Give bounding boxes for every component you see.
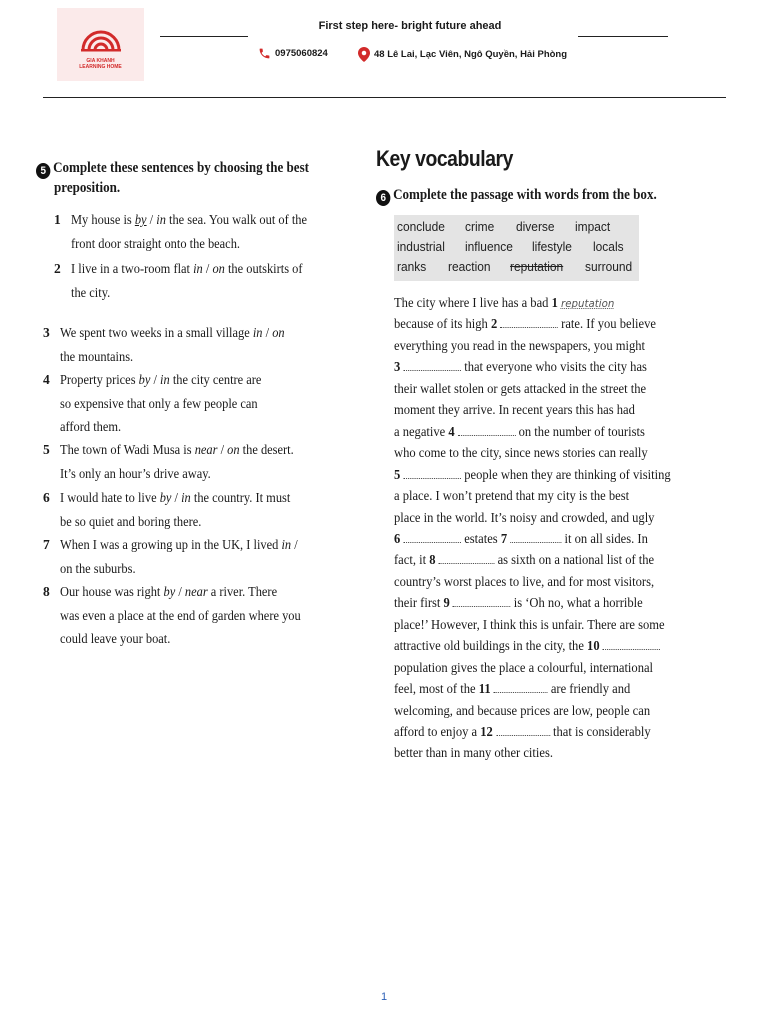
answer-gap: [403, 532, 461, 543]
logo-arch-icon: [79, 18, 123, 52]
item-text-line: front door straight onto the beach.: [71, 235, 241, 251]
passage-line: place in the world. It’s noisy and crowded, and ugly: [394, 509, 655, 525]
address-contact: [358, 47, 567, 62]
logo-text-1: GIA KHANH: [86, 58, 115, 64]
passage-line: The city where I live has a bad 1 reputation: [394, 295, 615, 310]
item-number: 7: [43, 537, 50, 552]
passage-line: country’s worst places to live, and for most visitors,: [394, 573, 655, 589]
passage-line: attractive old buildings in the city, the 10: [394, 635, 660, 656]
answer-gap: [500, 317, 558, 328]
passage-line: who come to the city, since news stories can really: [394, 445, 648, 461]
vocab-word: surround: [585, 259, 633, 274]
header-right-rule: [578, 36, 668, 37]
item-text-line: I live in a two-room flat in / on the outskirts of: [71, 261, 303, 276]
passage-line: 5 people when they are thinking of visiting: [394, 466, 671, 482]
vocab-word: reputation: [510, 259, 564, 274]
location-pin-icon: [358, 47, 370, 62]
phone-contact: [258, 47, 328, 60]
passage-line: a negative 4 on the number of tourists: [394, 423, 645, 439]
passage-line: because of its high 2 rate. If you believe: [394, 316, 656, 332]
item-text-line: be so quiet and boring there.: [60, 513, 202, 529]
passage-line: afford to enjoy a 12 that is considerably: [394, 724, 651, 739]
header-left-rule: [160, 36, 248, 37]
item-number: 4: [43, 372, 50, 387]
logo-text-2: LEARNING HOME: [79, 64, 122, 70]
passage-line: better than in many other cities.: [394, 745, 553, 761]
vocab-word: influence: [465, 239, 513, 254]
key-vocabulary-title: Key vocabulary: [376, 146, 513, 171]
answer-gap: [403, 468, 461, 479]
vocab-word: lifestyle: [532, 239, 572, 254]
page-number: 1: [380, 991, 388, 1003]
passage-line: a place. I won’t pretend that my city is the best: [394, 488, 630, 504]
item-text-line: could leave your boat.: [60, 631, 171, 646]
answer-gap: [403, 360, 461, 371]
logo: [57, 8, 144, 81]
vocab-word: diverse: [516, 219, 555, 234]
item-text-line: the city.: [71, 284, 111, 300]
vocab-word: crime: [465, 219, 495, 234]
passage-line: moment they arrive. In recent years this has had: [394, 402, 635, 418]
vocab-word: reaction: [448, 259, 491, 274]
item-text-line: The town of Wadi Musa is near / on the desert.: [60, 442, 294, 457]
item-text-line: Our house was right by / near a river. There: [60, 584, 278, 599]
vocab-word: impact: [575, 219, 611, 234]
phone-icon: [258, 47, 271, 60]
item-number: 1: [54, 212, 61, 227]
item-text-line: so expensive that only a few people can: [60, 395, 258, 411]
answer-1: reputation: [560, 297, 615, 310]
passage-line: their first 9 is ‘Oh no, what a horrible: [394, 595, 643, 611]
answer-gap: [453, 596, 511, 607]
tagline: First step here- bright future ahead: [318, 20, 502, 32]
item-text-line: I would hate to live by / in the country. It must: [60, 490, 291, 505]
word-box: [394, 215, 639, 281]
passage-line: their wallet stolen or gets attacked in the street the: [394, 380, 647, 396]
answer-gap: [496, 725, 550, 736]
item-text-line: My house is by / in the sea. You walk out of the: [71, 212, 308, 227]
answer-gap: [439, 553, 495, 564]
item-number: 3: [43, 325, 50, 340]
item-text-line: We spent two weeks in a small village in / on: [60, 325, 285, 340]
passage-line: welcoming, and because prices are low, people can: [394, 702, 651, 718]
item-text-line: When I was a growing up in the UK, I lived in /: [60, 537, 298, 552]
address-text: 48 Lê Lai, Lạc Viên, Ngô Quyền, Hải Phòng: [374, 49, 568, 60]
header-divider: [43, 97, 726, 98]
passage-line: everything you read in the newspapers, you might: [394, 337, 646, 353]
answer-gap: [603, 639, 661, 650]
passage-line: population gives the place a colourful, international: [394, 659, 654, 675]
answer-gap: [458, 425, 516, 436]
answer-gap: [494, 682, 548, 693]
vocab-word: locals: [593, 239, 624, 254]
vocab-word: industrial: [397, 239, 445, 254]
exercise5-instruction: 5 Complete these sentences by choosing the best: [36, 158, 309, 179]
item-text-line: on the suburbs.: [60, 560, 136, 576]
exercise5-badge: 5: [36, 163, 50, 179]
vocab-word: conclude: [397, 219, 445, 234]
passage-line: 3 that everyone who visits the city has: [394, 359, 647, 375]
item-number: 5: [43, 442, 50, 457]
phone-number: 0975060824: [275, 48, 328, 59]
exercise6-instruction: 6 Complete the passage with words from the box.: [376, 185, 657, 206]
item-text-line: was even a place at the end of garden where you: [60, 607, 301, 623]
item-number: 6: [43, 490, 50, 505]
passage-line: 6 estates 7 it on all sides. In: [394, 530, 648, 546]
exercise6-badge: 6: [376, 190, 390, 206]
item-text-line: the mountains.: [60, 348, 134, 364]
vocab-word: ranks: [397, 259, 427, 274]
passage-line: fact, it 8 as sixth on a national list of the: [394, 552, 655, 568]
item-number: 2: [54, 261, 61, 276]
item-text-line: Property prices by / in the city centre are: [60, 372, 262, 387]
item-text-line: afford them.: [60, 419, 122, 434]
passage-line: place!’ However, I think this is unfair. There are some: [394, 616, 665, 632]
exercise5-instruction-2: preposition.: [54, 180, 121, 196]
item-number: 8: [43, 584, 50, 599]
item-text-line: It’s only an hour’s drive away.: [60, 465, 211, 481]
answer-gap: [510, 532, 561, 543]
passage-line: feel, most of the 11 are friendly and: [394, 681, 631, 697]
